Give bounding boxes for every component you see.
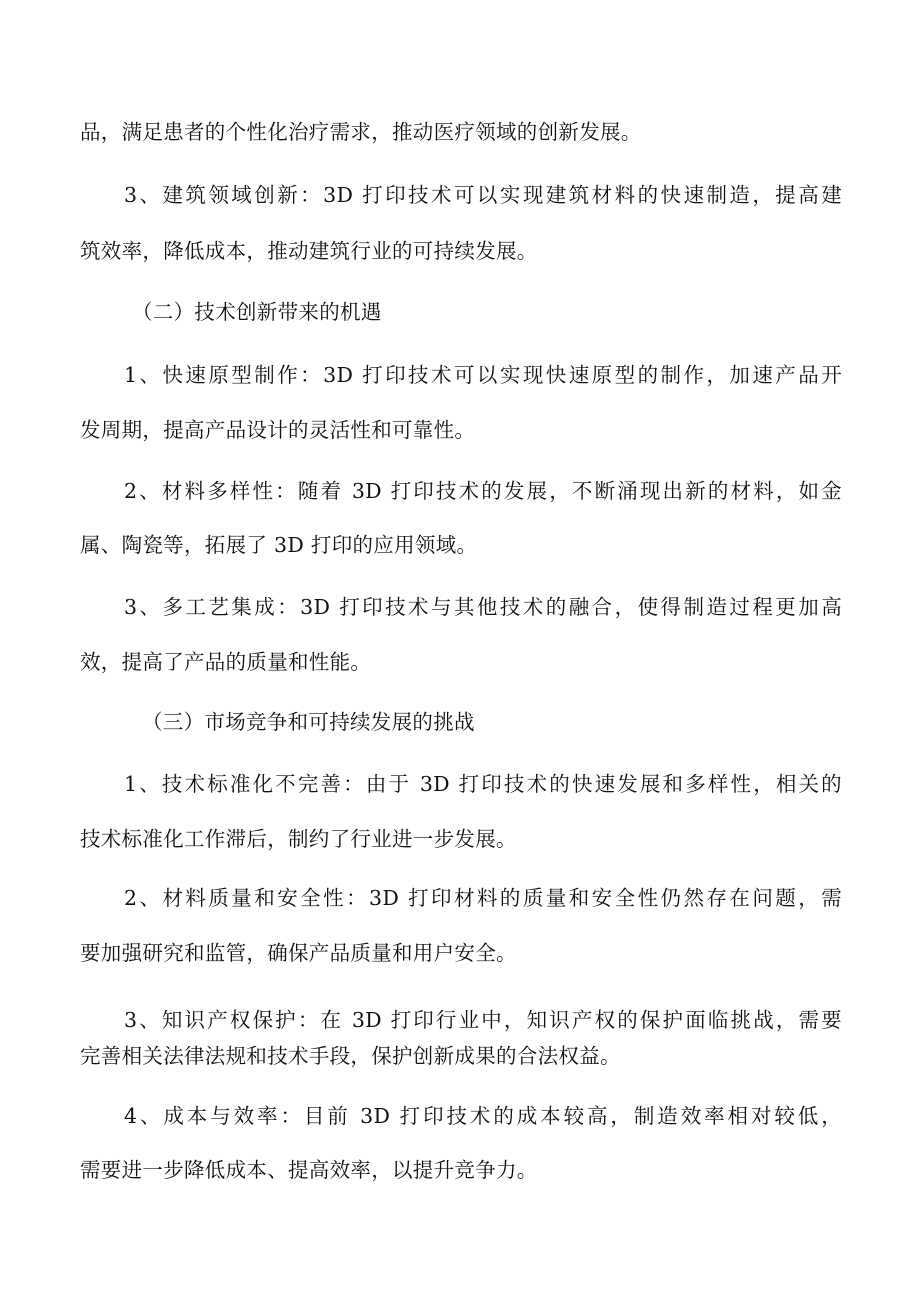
paragraph-line: 需要进一步降低成本、提高效率，以提升竞争力。: [80, 1158, 538, 1182]
paragraph-line: 3、知识产权保护：在 3D 打印行业中，知识产权的保护面临挑战，需要: [124, 1008, 842, 1032]
paragraph-line: 效，提高了产品的质量和性能。: [80, 650, 372, 674]
paragraph-line: 品，满足患者的个性化治疗需求，推动医疗领域的创新发展。: [80, 120, 642, 144]
paragraph-line: 3、多工艺集成：3D 打印技术与其他技术的融合，使得制造过程更加高: [124, 595, 842, 619]
paragraph-line: 2、材料质量和安全性：3D 打印材料的质量和安全性仍然存在问题，需: [124, 886, 842, 910]
paragraph-line: 筑效率，降低成本，推动建筑行业的可持续发展。: [80, 239, 538, 263]
paragraph-line: 要加强研究和监管，确保产品质量和用户安全。: [80, 941, 517, 965]
paragraph-line: 发周期，提高产品设计的灵活性和可靠性。: [80, 418, 476, 442]
paragraph-line: 技术标准化工作滞后，制约了行业进一步发展。: [80, 827, 517, 851]
section-heading: （三）市场竞争和可持续发展的挑战: [142, 710, 475, 734]
paragraph-line: 2、材料多样性：随着 3D 打印技术的发展，不断涌现出新的材料，如金: [124, 479, 842, 503]
paragraph-line: 属、陶瓷等，拓展了 3D 打印的应用领域。: [80, 533, 478, 557]
paragraph-line: 3、建筑领域创新：3D 打印技术可以实现建筑材料的快速制造，提高建: [124, 183, 842, 207]
paragraph-line: 4、成本与效率：目前 3D 打印技术的成本较高，制造效率相对较低，: [124, 1104, 842, 1128]
paragraph-line: 1、快速原型制作：3D 打印技术可以实现快速原型的制作，加速产品开: [124, 363, 842, 387]
paragraph-line: 1、技术标准化不完善：由于 3D 打印技术的快速发展和多样性，相关的: [124, 772, 842, 796]
section-heading: （二）技术创新带来的机遇: [132, 300, 382, 324]
paragraph-line: 完善相关法律法规和技术手段，保护创新成果的合法权益。: [80, 1044, 621, 1068]
